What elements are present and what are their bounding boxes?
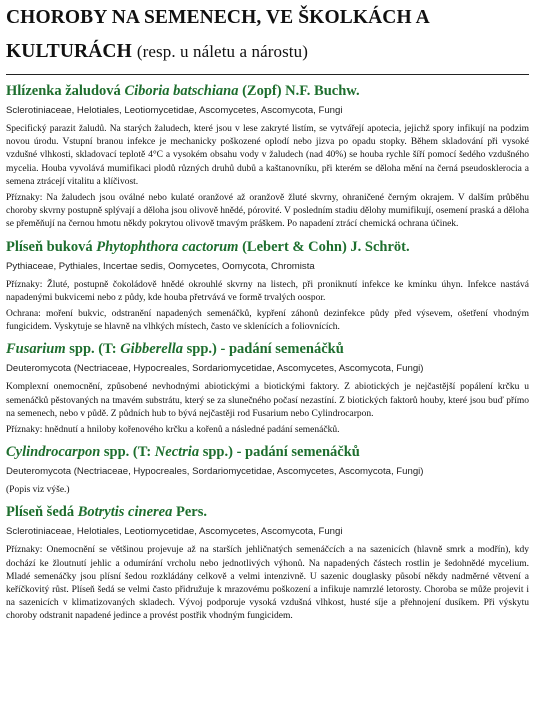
taxonomy-line: Deuteromycota (Nectriaceae, Hypocreales, Sordariomycetidae, Ascomycetes, Ascomycota, Fungi) [6,466,424,478]
heading-part: Plíseň šedá [6,504,78,521]
paragraph: Příznaky: Na žaludech jsou oválné nebo kulaté oranžové až oranžově žluté skvrny, ohraničené černým okrajem. V dalším průběhu choroby skvrny postupně splývají a děloha jsou olivově hnědé, pórovité. V posledním stadiu dělohy mumifikují, osemení praská a děloha se přeměňují na černou hmotu někdy pokrytou olivově tmavým práškem. Po napadení ztrácí chemická ochrana účinek. [6,193,529,230]
paragraph: Příznaky: hnědnutí a hniloby kořenového krčku a kořenů a následné padání semenáčků. [6,425,340,436]
heading-part: Plíseň buková [6,238,97,255]
paragraph: Příznaky: Onemocnění se většinou projevuje až na starších jehličnatých semenáčcích a na sazenicích (hlavně smrk a modřín), kdy dochází ke žloutnutí jehlic a odumírání vrcholu nebo jednotlivých výhonů. Na napadených částech rostlin je šedohnědé mycelium. Mladé semenáčky jsou plísní šedou rozkládány celkově a velmi intenzivně. U sazenic douglasky působí někdy nadměrné větvení a keříčkovitý růst. Plíseň šedá se velmi často přidružuje k mrazovému poškození a infikuje namrzlé letorosty. Choroba se může projevit i na sazenicích v klimatizovaných skladech. Vývoj podporuje vysoká vzdušná vlhkost, husté síje a přehnojení dusíkem. Při výskytu choroby odstranit napadené jedince a provést postřik vhodným fungicidem. [6,545,529,622]
heading-author: Pers. [172,504,207,521]
section-ciboria [6,82,529,232]
heading-latin-name-2: Nectria [154,444,200,461]
section-botrytis [6,503,529,623]
section-heading [6,238,529,256]
taxonomy-line: Pythiaceae, Pythiales, Incertae sedis, Oomycetes, Oomycota, Chromista [6,260,315,272]
taxonomy-line: Sclerotiniaceae, Helotiales, Leotiomycetidae, Ascomycetes, Ascomycota, Fungi [6,105,343,116]
paragraph: Specifický parazit žaludů. Na starých žaludech, které jsou v lese zakryté listím, se vytvářejí apotecia, jejichž spory infikují na podzim novou úrodu. Vstupní branou infekce je mechanicky poškozené oplodí nebo jizva po opadu stopky. Během skladování při vysoké vzdušné vlhkosti, skladovací teplotě 4°C a vysokém obsahu vody v žaludech (nad 40%) se houba rychle šíří pomocí šedého vzdušného mycelia. Houba vyvolává mumifikaci plodů různých druhů dubů a kaštanovníku, při kterém se děloha mění na černá pseudosklerocia a semena ztrácejí vitalitu a klíčivost. [6,124,529,187]
heading-part: spp. (T: [65,341,121,358]
section-cylindrocarpon [6,443,529,497]
heading-part: Hlízenka žaludová [6,83,125,99]
section-fusarium [6,340,529,437]
paragraph: Příznaky: Žluté, postupně čokoládově hnědé okrouhlé skvrny na listech, při proniknutí infekce ke kmínku úhyn. Infekce nastává napadenými bukvicemi nebo z půdy, kde houba přetrvává ve formě trvalých oospor. [6,279,529,303]
section-phytophthora [6,238,529,335]
heading-part: spp. (T: [100,444,155,461]
heading-author: (Zopf) N.F. Buchw. [238,83,360,99]
title-subtitle: (resp. u náletu a nárostu) [136,42,308,61]
heading-latin-name: Botrytis cinerea [77,504,173,521]
taxonomy-line: Sclerotiniaceae, Helotiales, Leotiomycetidae, Ascomycetes, Ascomycota, Fungi [6,526,343,538]
section-heading [6,503,529,521]
heading-latin-name: Fusarium [6,341,66,358]
heading-latin-name-2: Gibberella [120,341,184,358]
section-heading [6,443,529,461]
paragraph: Komplexní onemocnění, způsobené nevhodnými abiotickými a biotickými faktory. Z abiotických je nejčastější popálení krčku u semenáčků pěstovaných na tmavém substrátu, který se za slunečného počasí nezastíní. Z biotických faktorů houby, které jsou buď přímo na semenech, nebo v půdě. Z půdních hub to bývá nejčastěji rod Fusarium nebo Cylindrocarpon. [6,382,529,419]
heading-latin-name: Cylindrocarpon [6,444,101,461]
title-line-2: KULTURÁCH [6,41,132,62]
section-heading [6,340,529,358]
section-heading [6,82,529,100]
heading-part: spp.) - padání semenáčků [199,444,360,461]
paragraph: Ochrana: moření bukvic, odstranění napadených semenáčků, kypření záhonů dezinfekce půdy před výsevem, ošetření vhodným fungicidem. Vyskytuje se hlavně na vlhkých místech, často ve sklenících a foliovnících. [6,309,529,333]
title-divider [6,74,529,75]
paragraph: (Popis viz výše.) [6,485,70,496]
heading-author: (Lebert & Cohn) J. Schröt. [238,238,410,255]
page-title [6,0,529,69]
heading-part: spp.) - padání semenáčků [183,341,344,358]
title-line-1: CHOROBY NA SEMENECH, VE ŠKOLKÁCH A [6,7,430,28]
heading-latin-name: Ciboria batschiana [124,83,239,99]
taxonomy-line: Deuteromycota (Nectriaceae, Hypocreales, Sordariomycetidae, Ascomycetes, Ascomycota, Fungi) [6,363,424,375]
heading-latin-name: Phytophthora cactorum [96,238,239,255]
